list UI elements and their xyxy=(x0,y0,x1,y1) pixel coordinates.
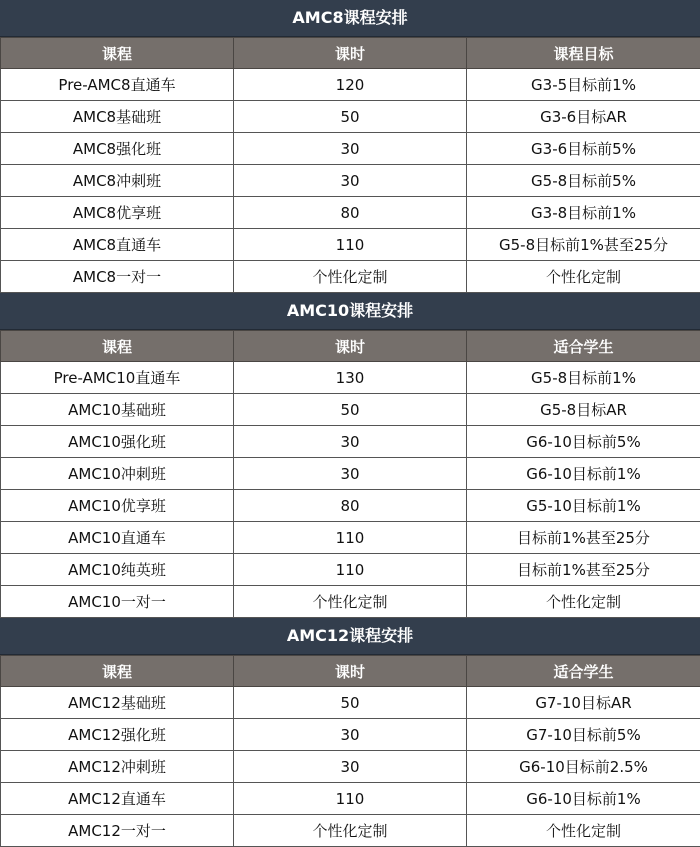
table-amc12 xyxy=(0,655,700,847)
cell-target: G3-5目标前1% xyxy=(467,69,700,101)
cell-course: AMC8直通车 xyxy=(1,229,234,261)
table-row xyxy=(1,554,700,586)
header-hours: 课时 xyxy=(234,331,467,362)
cell-course: AMC8强化班 xyxy=(1,133,234,165)
table-row xyxy=(1,490,700,522)
cell-course: AMC12一对一 xyxy=(1,815,234,847)
cell-course: Pre-AMC8直通车 xyxy=(1,69,234,101)
table-amc8 xyxy=(0,37,700,293)
cell-target: G6-10目标前2.5% xyxy=(467,751,700,783)
section-title-amc12: AMC12课程安排 xyxy=(0,618,700,655)
cell-hours: 50 xyxy=(234,687,467,719)
cell-course: AMC12冲刺班 xyxy=(1,751,234,783)
cell-hours: 30 xyxy=(234,458,467,490)
cell-target: G7-10目标AR xyxy=(467,687,700,719)
table-row xyxy=(1,394,700,426)
cell-course: AMC10基础班 xyxy=(1,394,234,426)
header-row xyxy=(1,656,700,687)
cell-course: AMC12直通车 xyxy=(1,783,234,815)
header-course: 课程 xyxy=(1,656,234,687)
cell-target: 目标前1%甚至25分 xyxy=(467,554,700,586)
cell-course: AMC10冲刺班 xyxy=(1,458,234,490)
cell-course: AMC12基础班 xyxy=(1,687,234,719)
table-row xyxy=(1,165,700,197)
cell-course: AMC12强化班 xyxy=(1,719,234,751)
table-row xyxy=(1,101,700,133)
cell-course: AMC10一对一 xyxy=(1,586,234,618)
cell-hours: 30 xyxy=(234,719,467,751)
section-title-amc10: AMC10课程安排 xyxy=(0,293,700,330)
cell-hours: 50 xyxy=(234,394,467,426)
cell-target: G6-10目标前1% xyxy=(467,783,700,815)
cell-course: AMC10直通车 xyxy=(1,522,234,554)
table-row xyxy=(1,586,700,618)
table-row xyxy=(1,522,700,554)
cell-course: AMC10纯英班 xyxy=(1,554,234,586)
cell-target: 个性化定制 xyxy=(467,261,700,293)
header-hours: 课时 xyxy=(234,38,467,69)
cell-target: G5-8目标前5% xyxy=(467,165,700,197)
cell-target: G6-10目标前1% xyxy=(467,458,700,490)
cell-hours: 110 xyxy=(234,229,467,261)
header-row xyxy=(1,38,700,69)
cell-target: G3-6目标AR xyxy=(467,101,700,133)
cell-target: G7-10目标前5% xyxy=(467,719,700,751)
table-row xyxy=(1,362,700,394)
cell-target: G5-8目标前1% xyxy=(467,362,700,394)
cell-course: AMC10优享班 xyxy=(1,490,234,522)
table-row xyxy=(1,719,700,751)
table-amc10 xyxy=(0,330,700,618)
cell-hours: 30 xyxy=(234,426,467,458)
cell-target: 个性化定制 xyxy=(467,815,700,847)
section-title-amc8: AMC8课程安排 xyxy=(0,0,700,37)
table-row xyxy=(1,261,700,293)
cell-hours: 30 xyxy=(234,751,467,783)
cell-hours: 80 xyxy=(234,197,467,229)
cell-hours: 130 xyxy=(234,362,467,394)
cell-hours: 30 xyxy=(234,165,467,197)
cell-hours: 个性化定制 xyxy=(234,261,467,293)
table-row xyxy=(1,458,700,490)
table-row xyxy=(1,69,700,101)
cell-target: G6-10目标前5% xyxy=(467,426,700,458)
table-row xyxy=(1,815,700,847)
table-row xyxy=(1,783,700,815)
header-course: 课程 xyxy=(1,331,234,362)
cell-course: Pre-AMC10直通车 xyxy=(1,362,234,394)
cell-hours: 个性化定制 xyxy=(234,815,467,847)
header-suitable: 适合学生 xyxy=(467,331,700,362)
cell-target: G3-8目标前1% xyxy=(467,197,700,229)
cell-course: AMC8基础班 xyxy=(1,101,234,133)
table-row xyxy=(1,133,700,165)
cell-target: G5-10目标前1% xyxy=(467,490,700,522)
table-row xyxy=(1,426,700,458)
cell-hours: 110 xyxy=(234,554,467,586)
cell-target: G3-6目标前5% xyxy=(467,133,700,165)
header-suitable: 适合学生 xyxy=(467,656,700,687)
header-row xyxy=(1,331,700,362)
cell-course: AMC8冲刺班 xyxy=(1,165,234,197)
cell-target: G5-8目标AR xyxy=(467,394,700,426)
table-row xyxy=(1,687,700,719)
cell-hours: 30 xyxy=(234,133,467,165)
table-row xyxy=(1,751,700,783)
table-row xyxy=(1,229,700,261)
cell-course: AMC8一对一 xyxy=(1,261,234,293)
header-hours: 课时 xyxy=(234,656,467,687)
header-target: 课程目标 xyxy=(467,38,700,69)
table-row xyxy=(1,197,700,229)
cell-course: AMC10强化班 xyxy=(1,426,234,458)
cell-course: AMC8优享班 xyxy=(1,197,234,229)
cell-target: 个性化定制 xyxy=(467,586,700,618)
cell-target: 目标前1%甚至25分 xyxy=(467,522,700,554)
cell-hours: 个性化定制 xyxy=(234,586,467,618)
cell-target: G5-8目标前1%甚至25分 xyxy=(467,229,700,261)
cell-hours: 50 xyxy=(234,101,467,133)
cell-hours: 110 xyxy=(234,783,467,815)
cell-hours: 80 xyxy=(234,490,467,522)
header-course: 课程 xyxy=(1,38,234,69)
cell-hours: 110 xyxy=(234,522,467,554)
cell-hours: 120 xyxy=(234,69,467,101)
